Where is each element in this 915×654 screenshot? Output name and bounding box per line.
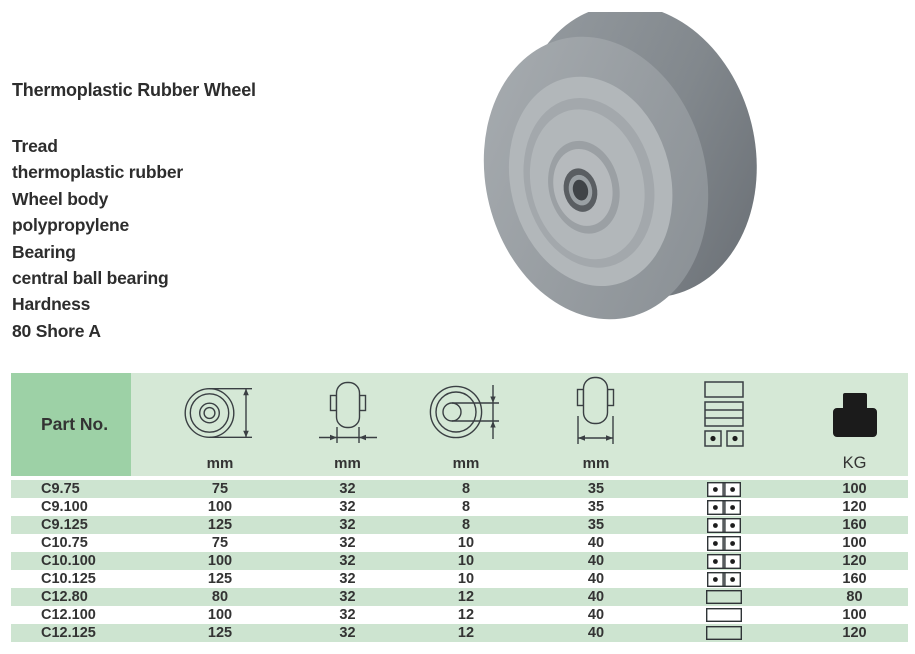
table-row xyxy=(11,624,908,642)
part-no-cell: C9.100 xyxy=(41,499,88,515)
spec-line-tread-label: Tread xyxy=(12,136,58,156)
tread-width-cell: 32 xyxy=(339,535,356,551)
bore-cell: 10 xyxy=(457,535,475,551)
tread-width-cell: 32 xyxy=(339,553,356,569)
load-cell: 160 xyxy=(842,517,867,533)
wheel-diameter-cell: 100 xyxy=(207,607,233,623)
table-body xyxy=(11,480,908,642)
table-row xyxy=(11,588,908,606)
table-row xyxy=(11,480,908,498)
col-bore-diameter-header xyxy=(386,373,546,476)
tread-width-cell: 32 xyxy=(339,607,356,623)
bearing-cell xyxy=(646,534,801,552)
part-no-header: Part No. xyxy=(11,373,131,476)
table-row xyxy=(11,516,908,534)
wheel-diameter-cell: 75 xyxy=(211,481,229,497)
wheel-diameter-cell: 75 xyxy=(211,535,229,551)
wheel-diameter-cell: 100 xyxy=(207,499,233,515)
part-no-cell: C10.100 xyxy=(41,553,96,569)
part-no-cell: C10.75 xyxy=(41,535,88,551)
unit-label: mm xyxy=(452,455,480,472)
hub-cell: 35 xyxy=(587,517,605,533)
part-no-cell: C12.80 xyxy=(41,589,88,605)
thermoplastic-rubber-wheel-photo xyxy=(478,12,760,327)
bore-cell: 12 xyxy=(457,625,475,641)
load-cell: 120 xyxy=(842,625,867,641)
ball-bearing-icon xyxy=(707,482,741,497)
load-cell: 100 xyxy=(842,607,867,623)
bearing-cell xyxy=(646,516,801,534)
col-wheel-diameter-header xyxy=(131,373,309,476)
load-cell: 120 xyxy=(842,553,867,569)
bore-cell: 8 xyxy=(461,499,471,515)
part-no-cell: C12.100 xyxy=(41,607,96,623)
unit-label: mm xyxy=(582,455,610,472)
spec-line-hardness-label: Hardness xyxy=(12,294,91,315)
bearing-type-icon xyxy=(646,373,801,454)
unit-label: KG xyxy=(842,454,867,472)
part-no-cell: C10.125 xyxy=(41,571,96,587)
ball-bearing-icon xyxy=(707,536,741,551)
plain-bore-icon xyxy=(706,590,742,604)
wheel-diameter-cell: 125 xyxy=(207,517,233,533)
ball-bearing-icon xyxy=(707,500,741,515)
plain-bore-icon xyxy=(706,608,742,622)
bearing-cell xyxy=(646,552,801,570)
tread-width-cell: 32 xyxy=(339,481,356,497)
load-cell: 100 xyxy=(842,481,867,497)
tread-width-cell: 32 xyxy=(339,499,356,515)
spec-line-bearing-label: Bearing xyxy=(12,241,76,262)
table-header xyxy=(11,373,908,476)
spec-line-body-label: Wheel body xyxy=(12,188,109,209)
hub-cell: 40 xyxy=(587,535,605,551)
tread-width-cell: 32 xyxy=(339,517,356,533)
bearing-cell xyxy=(646,624,801,642)
table-row xyxy=(11,570,908,588)
page-title: Thermoplastic Rubber Wheel xyxy=(12,80,256,100)
part-no-cell: C12.125 xyxy=(41,625,96,641)
bore-cell: 8 xyxy=(461,517,471,533)
plain-bore-icon xyxy=(706,626,742,640)
spec-line-hardness-value: 80 Shore A xyxy=(12,320,101,341)
ball-bearing-icon xyxy=(707,518,741,533)
col-tread-width-header xyxy=(309,373,386,476)
load-cell: 120 xyxy=(842,499,867,515)
ball-bearing-icon xyxy=(707,572,741,587)
wheel-diameter-cell: 125 xyxy=(207,571,233,587)
load-cell: 100 xyxy=(842,535,867,551)
tread-width-cell: 32 xyxy=(339,571,356,587)
unit-label: mm xyxy=(206,455,234,472)
bore-diameter-icon xyxy=(386,373,546,454)
bore-cell: 12 xyxy=(457,589,475,605)
spec-line-bearing-value: central ball bearing xyxy=(12,268,169,289)
bore-cell: 10 xyxy=(457,553,475,569)
bearing-cell xyxy=(646,480,801,498)
part-no-cell: C9.75 xyxy=(41,481,80,497)
wheel-diameter-cell: 100 xyxy=(207,553,233,569)
spec-line-body-value: polypropylene xyxy=(12,215,130,236)
tread-width-icon xyxy=(309,373,386,454)
wheel-diameter-cell: 80 xyxy=(211,589,229,605)
hub-cell: 40 xyxy=(587,553,605,569)
hub-length-icon xyxy=(546,373,646,454)
bore-cell: 8 xyxy=(461,481,471,497)
bearing-cell xyxy=(646,498,801,516)
tread-width-cell: 32 xyxy=(339,625,356,641)
hub-cell: 40 xyxy=(587,589,605,605)
table-row xyxy=(11,606,908,624)
bearing-cell xyxy=(646,606,801,624)
spec-table xyxy=(11,373,908,642)
wheel-diameter-icon xyxy=(131,373,309,454)
table-row xyxy=(11,498,908,516)
hub-cell: 35 xyxy=(587,499,605,515)
col-load-capacity-header xyxy=(801,373,908,476)
hub-cell: 35 xyxy=(587,481,605,497)
tread-width-cell: 32 xyxy=(339,589,356,605)
wheel-image-icon xyxy=(478,12,760,327)
bore-cell: 12 xyxy=(457,607,475,623)
part-no-cell: C9.125 xyxy=(41,517,88,533)
spec-line-tread-value: thermoplastic rubber xyxy=(12,162,184,183)
bore-cell: 10 xyxy=(457,571,475,587)
table-row xyxy=(11,534,908,552)
col-bearing-type-header xyxy=(646,373,801,476)
bearing-cell xyxy=(646,588,801,606)
load-cell: 160 xyxy=(842,571,867,587)
product-specs xyxy=(12,133,183,344)
load-cell: 80 xyxy=(846,589,863,605)
bearing-cell xyxy=(646,570,801,588)
hub-cell: 40 xyxy=(587,571,605,587)
wheel-diameter-cell: 125 xyxy=(207,625,233,641)
hub-cell: 40 xyxy=(587,625,605,641)
ball-bearing-icon xyxy=(707,554,741,569)
col-hub-length-header xyxy=(546,373,646,476)
table-row xyxy=(11,552,908,570)
unit-label: mm xyxy=(334,455,361,472)
load-weight-icon xyxy=(801,373,908,454)
hub-cell: 40 xyxy=(587,607,605,623)
